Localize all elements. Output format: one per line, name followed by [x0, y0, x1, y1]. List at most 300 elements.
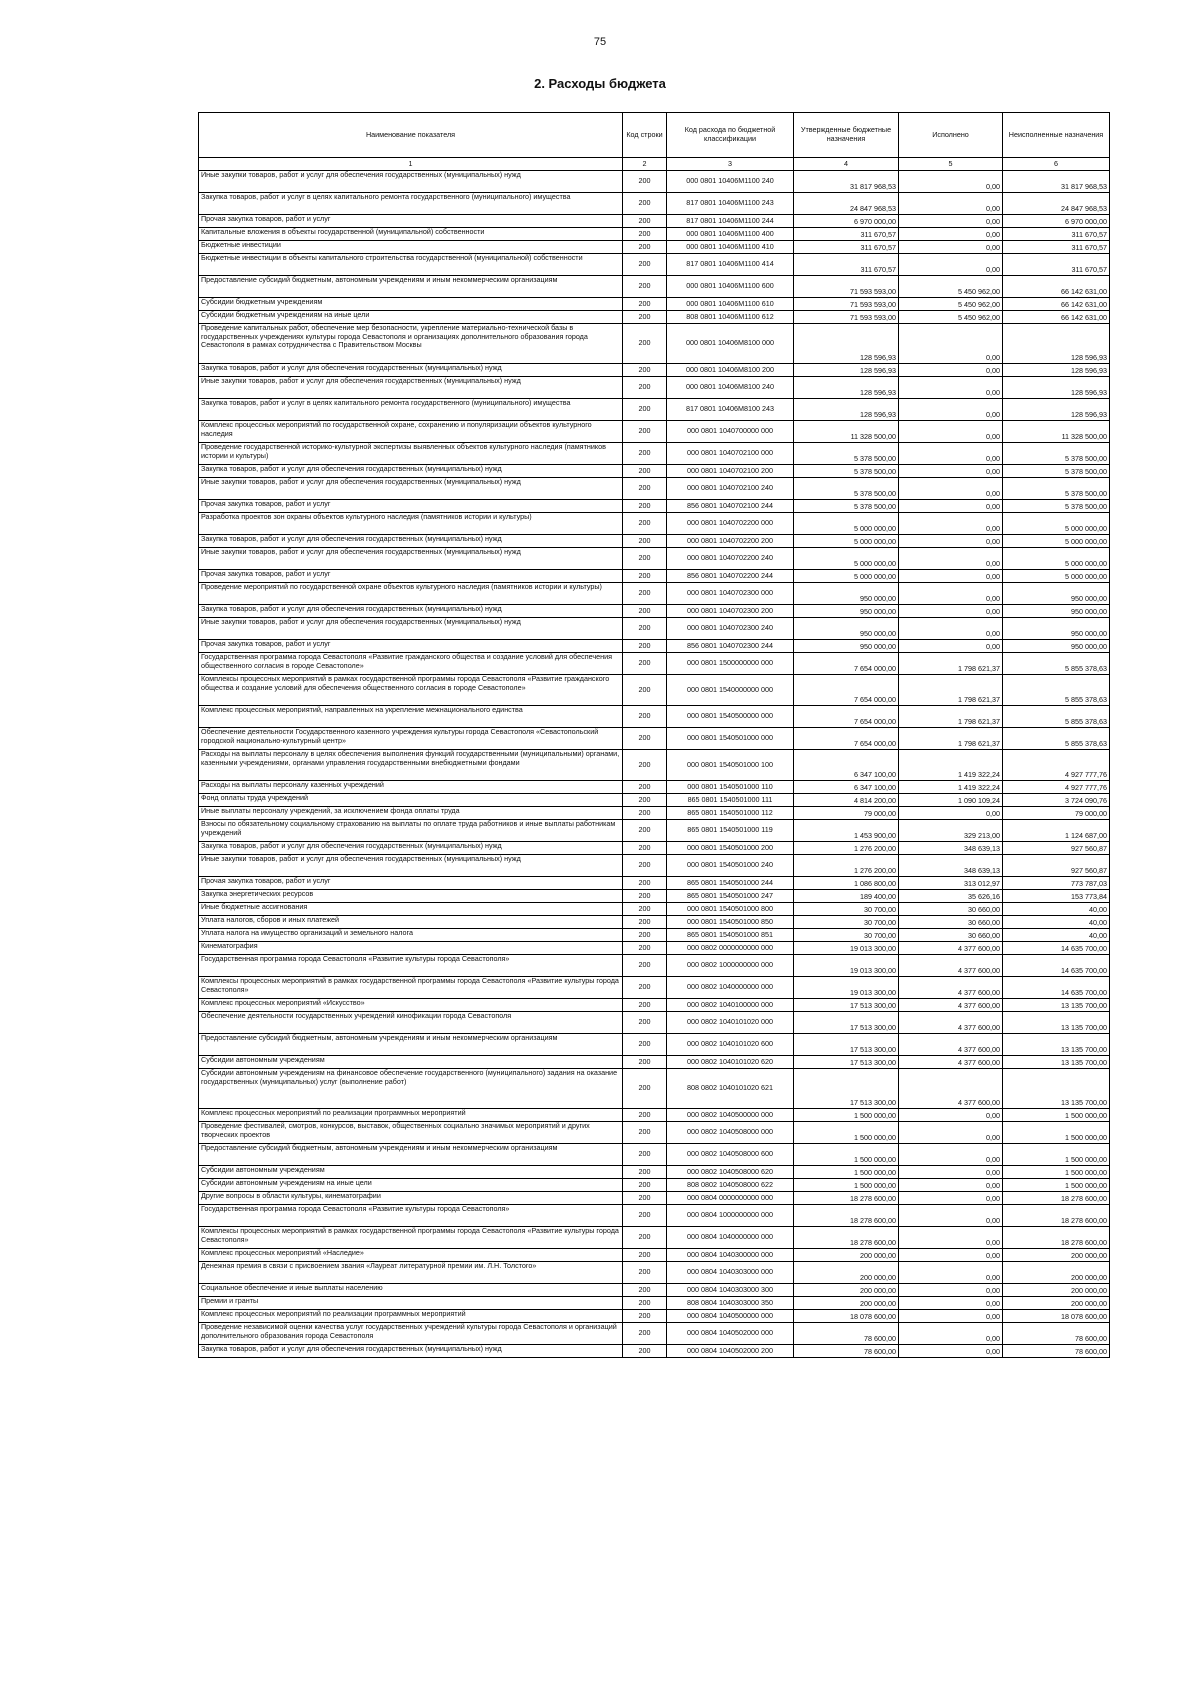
row-approved-cell: 17 513 300,00 — [794, 1069, 899, 1109]
row-unexecuted-cell: 128 596,93 — [1003, 364, 1110, 377]
row-approved-cell: 17 513 300,00 — [794, 1056, 899, 1069]
row-line-code-cell: 200 — [623, 254, 667, 276]
row-executed-cell: 0,00 — [899, 1227, 1003, 1249]
row-expense-code-cell: 000 0801 1540500000 000 — [667, 706, 794, 728]
row-executed-cell: 348 639,13 — [899, 855, 1003, 877]
row-line-code-cell: 200 — [623, 1284, 667, 1297]
table-row — [199, 1310, 1110, 1323]
row-name-cell: Закупка товаров, работ и услуг для обеспечения государственных (муниципальных) нужд — [199, 842, 623, 855]
row-line-code-cell: 200 — [623, 421, 667, 443]
row-expense-code-cell: 000 0802 1040000000 000 — [667, 977, 794, 999]
row-expense-code-cell: 000 0801 1040700000 000 — [667, 421, 794, 443]
row-name-cell: Предоставление субсидий бюджетным, автономным учреждениям и иным некоммерческим организациям — [199, 1034, 623, 1056]
row-approved-cell: 18 278 600,00 — [794, 1227, 899, 1249]
table-row — [199, 1297, 1110, 1310]
row-line-code-cell: 200 — [623, 794, 667, 807]
table-row — [199, 311, 1110, 324]
row-line-code-cell: 200 — [623, 605, 667, 618]
row-unexecuted-cell: 13 135 700,00 — [1003, 1034, 1110, 1056]
row-unexecuted-cell: 18 278 600,00 — [1003, 1192, 1110, 1205]
row-executed-cell: 4 377 600,00 — [899, 1034, 1003, 1056]
row-expense-code-cell: 000 0801 10406M1100 600 — [667, 276, 794, 298]
row-expense-code-cell: 000 0802 1040101020 000 — [667, 1012, 794, 1034]
row-unexecuted-cell: 66 142 631,00 — [1003, 298, 1110, 311]
row-unexecuted-cell: 78 600,00 — [1003, 1345, 1110, 1358]
row-expense-code-cell: 000 0802 0000000000 000 — [667, 942, 794, 955]
row-executed-cell: 0,00 — [899, 1192, 1003, 1205]
row-name-cell: Субсидии автономным учреждениям на финансовое обеспечение государственного (муниципального) задания на оказание государственных (муниципальных) услуг (выполнение работ) — [199, 1069, 623, 1109]
row-unexecuted-cell: 24 847 968,53 — [1003, 193, 1110, 215]
row-approved-cell: 200 000,00 — [794, 1262, 899, 1284]
table-row — [199, 1109, 1110, 1122]
row-name-cell: Уплата налога на имущество организаций и земельного налога — [199, 929, 623, 942]
row-expense-code-cell: 000 0802 1040508000 620 — [667, 1166, 794, 1179]
row-expense-code-cell: 000 0801 1040702300 200 — [667, 605, 794, 618]
row-name-cell: Закупка товаров, работ и услуг для обеспечения государственных (муниципальных) нужд — [199, 605, 623, 618]
row-line-code-cell: 200 — [623, 1249, 667, 1262]
row-name-cell: Капитальные вложения в объекты государственной (муниципальной) собственности — [199, 228, 623, 241]
row-executed-cell: 5 450 962,00 — [899, 276, 1003, 298]
row-executed-cell: 0,00 — [899, 399, 1003, 421]
table-row — [199, 513, 1110, 535]
row-expense-code-cell: 000 0804 1040502000 200 — [667, 1345, 794, 1358]
row-unexecuted-cell: 3 724 090,76 — [1003, 794, 1110, 807]
row-unexecuted-cell: 153 773,84 — [1003, 890, 1110, 903]
row-approved-cell: 5 000 000,00 — [794, 570, 899, 583]
table-row — [199, 377, 1110, 399]
row-unexecuted-cell: 40,00 — [1003, 929, 1110, 942]
row-expense-code-cell: 000 0801 10406M1100 610 — [667, 298, 794, 311]
row-expense-code-cell: 865 0801 1540501000 112 — [667, 807, 794, 820]
table-row — [199, 1323, 1110, 1345]
row-approved-cell: 5 378 500,00 — [794, 500, 899, 513]
row-name-cell: Премии и гранты — [199, 1297, 623, 1310]
row-name-cell: Государственная программа города Севастополя «Развитие гражданского общества и создание условий для обеспечения общественного согласия в городе Севастополе» — [199, 653, 623, 675]
row-executed-cell: 0,00 — [899, 1109, 1003, 1122]
row-line-code-cell: 200 — [623, 513, 667, 535]
row-line-code-cell: 200 — [623, 465, 667, 478]
row-line-code-cell: 200 — [623, 929, 667, 942]
table-row — [199, 942, 1110, 955]
row-name-cell: Государственная программа города Севастополя «Развитие культуры города Севастополя» — [199, 955, 623, 977]
table-row — [199, 605, 1110, 618]
table-row — [199, 916, 1110, 929]
row-name-cell: Комплекс процессных мероприятий «Искусство» — [199, 999, 623, 1012]
row-approved-cell: 189 400,00 — [794, 890, 899, 903]
row-approved-cell: 18 278 600,00 — [794, 1192, 899, 1205]
row-expense-code-cell: 000 0804 1000000000 000 — [667, 1205, 794, 1227]
row-approved-cell: 7 654 000,00 — [794, 728, 899, 750]
row-line-code-cell: 200 — [623, 364, 667, 377]
row-name-cell: Проведение мероприятий по государственной охране объектов культурного наследия (памятников истории и культуры) — [199, 583, 623, 605]
row-unexecuted-cell: 950 000,00 — [1003, 640, 1110, 653]
row-line-code-cell: 200 — [623, 916, 667, 929]
row-unexecuted-cell: 4 927 777,76 — [1003, 781, 1110, 794]
row-name-cell: Бюджетные инвестиции в объекты капитального строительства государственной (муниципальной) собственности — [199, 254, 623, 276]
row-line-code-cell: 200 — [623, 999, 667, 1012]
row-unexecuted-cell: 1 500 000,00 — [1003, 1144, 1110, 1166]
row-line-code-cell: 200 — [623, 903, 667, 916]
row-name-cell: Иные выплаты персоналу учреждений, за исключением фонда оплаты труда — [199, 807, 623, 820]
row-executed-cell: 0,00 — [899, 478, 1003, 500]
row-executed-cell: 0,00 — [899, 443, 1003, 465]
row-executed-cell: 348 639,13 — [899, 842, 1003, 855]
row-expense-code-cell: 808 0801 10406M1100 612 — [667, 311, 794, 324]
row-executed-cell: 0,00 — [899, 1297, 1003, 1310]
row-line-code-cell: 200 — [623, 955, 667, 977]
row-name-cell: Комплекс процессных мероприятий по реализации программных мероприятий — [199, 1310, 623, 1323]
row-executed-cell: 0,00 — [899, 215, 1003, 228]
row-approved-cell: 1 276 200,00 — [794, 855, 899, 877]
row-unexecuted-cell: 1 500 000,00 — [1003, 1166, 1110, 1179]
row-name-cell: Уплата налогов, сборов и иных платежей — [199, 916, 623, 929]
row-line-code-cell: 200 — [623, 324, 667, 364]
row-expense-code-cell: 856 0801 1040702100 244 — [667, 500, 794, 513]
row-unexecuted-cell: 66 142 631,00 — [1003, 276, 1110, 298]
table-row — [199, 254, 1110, 276]
table-row — [199, 1284, 1110, 1297]
row-line-code-cell: 200 — [623, 1034, 667, 1056]
row-executed-cell: 0,00 — [899, 364, 1003, 377]
row-approved-cell: 6 347 100,00 — [794, 750, 899, 781]
row-unexecuted-cell: 5 855 378,63 — [1003, 728, 1110, 750]
row-unexecuted-cell: 66 142 631,00 — [1003, 311, 1110, 324]
row-line-code-cell: 200 — [623, 1297, 667, 1310]
row-expense-code-cell: 865 0801 1540501000 851 — [667, 929, 794, 942]
row-approved-cell: 1 086 800,00 — [794, 877, 899, 890]
row-line-code-cell: 200 — [623, 570, 667, 583]
row-name-cell: Другие вопросы в области культуры, кинематографии — [199, 1192, 623, 1205]
row-expense-code-cell: 817 0801 10406M1100 243 — [667, 193, 794, 215]
row-expense-code-cell: 000 0801 10406M8100 240 — [667, 377, 794, 399]
row-expense-code-cell: 808 0802 1040508000 622 — [667, 1179, 794, 1192]
row-name-cell: Комплекс процессных мероприятий, направленных на укрепление межнационального единства — [199, 706, 623, 728]
row-expense-code-cell: 000 0801 10406M1100 240 — [667, 171, 794, 193]
row-expense-code-cell: 000 0802 1040508000 600 — [667, 1144, 794, 1166]
row-line-code-cell: 200 — [623, 583, 667, 605]
table-row — [199, 794, 1110, 807]
table-row — [199, 1179, 1110, 1192]
row-executed-cell: 0,00 — [899, 241, 1003, 254]
row-unexecuted-cell: 5 000 000,00 — [1003, 548, 1110, 570]
row-approved-cell: 5 000 000,00 — [794, 548, 899, 570]
budget-expenditures-table — [198, 112, 1110, 1358]
row-approved-cell: 18 078 600,00 — [794, 1310, 899, 1323]
row-expense-code-cell: 865 0801 1540501000 247 — [667, 890, 794, 903]
table-row — [199, 1056, 1110, 1069]
table-row — [199, 570, 1110, 583]
row-line-code-cell: 200 — [623, 618, 667, 640]
row-line-code-cell: 200 — [623, 1012, 667, 1034]
row-executed-cell: 4 377 600,00 — [899, 942, 1003, 955]
row-expense-code-cell: 000 0801 1040702200 200 — [667, 535, 794, 548]
row-name-cell: Бюджетные инвестиции — [199, 241, 623, 254]
row-expense-code-cell: 000 0801 1540501000 000 — [667, 728, 794, 750]
table-row — [199, 675, 1110, 706]
row-expense-code-cell: 856 0801 1040702200 244 — [667, 570, 794, 583]
table-row — [199, 324, 1110, 364]
table-row — [199, 855, 1110, 877]
row-unexecuted-cell: 200 000,00 — [1003, 1262, 1110, 1284]
table-row — [199, 583, 1110, 605]
row-line-code-cell: 200 — [623, 377, 667, 399]
row-approved-cell: 71 593 593,00 — [794, 276, 899, 298]
row-name-cell: Комплекс процессных мероприятий «Наследие» — [199, 1249, 623, 1262]
table-row — [199, 999, 1110, 1012]
row-line-code-cell: 200 — [623, 706, 667, 728]
table-row — [199, 1192, 1110, 1205]
row-expense-code-cell: 000 0801 1040702300 000 — [667, 583, 794, 605]
row-approved-cell: 1 453 900,00 — [794, 820, 899, 842]
row-line-code-cell: 200 — [623, 1109, 667, 1122]
row-line-code-cell: 200 — [623, 1323, 667, 1345]
row-name-cell: Прочая закупка товаров, работ и услуг — [199, 500, 623, 513]
row-name-cell: Субсидии автономным учреждениям — [199, 1056, 623, 1069]
table-row — [199, 1227, 1110, 1249]
table-row — [199, 955, 1110, 977]
column-number: 6 — [1003, 158, 1110, 171]
header-name: Наименование показателя — [199, 113, 623, 158]
row-executed-cell: 0,00 — [899, 548, 1003, 570]
row-line-code-cell: 200 — [623, 241, 667, 254]
row-unexecuted-cell: 5 378 500,00 — [1003, 443, 1110, 465]
table-row — [199, 1249, 1110, 1262]
row-unexecuted-cell: 5 000 000,00 — [1003, 535, 1110, 548]
row-unexecuted-cell: 1 500 000,00 — [1003, 1122, 1110, 1144]
row-unexecuted-cell: 14 635 700,00 — [1003, 942, 1110, 955]
row-line-code-cell: 200 — [623, 399, 667, 421]
row-approved-cell: 1 500 000,00 — [794, 1166, 899, 1179]
row-approved-cell: 128 596,93 — [794, 364, 899, 377]
row-name-cell: Субсидии бюджетным учреждениям — [199, 298, 623, 311]
row-expense-code-cell: 817 0801 10406M8100 243 — [667, 399, 794, 421]
row-executed-cell: 0,00 — [899, 583, 1003, 605]
row-executed-cell: 30 660,00 — [899, 916, 1003, 929]
table-row — [199, 1012, 1110, 1034]
row-expense-code-cell: 000 0801 1040702300 240 — [667, 618, 794, 640]
row-approved-cell: 79 000,00 — [794, 807, 899, 820]
table-row — [199, 276, 1110, 298]
row-approved-cell: 78 600,00 — [794, 1323, 899, 1345]
column-number: 3 — [667, 158, 794, 171]
row-unexecuted-cell: 1 500 000,00 — [1003, 1179, 1110, 1192]
row-line-code-cell: 200 — [623, 193, 667, 215]
row-expense-code-cell: 000 0801 10406M1100 410 — [667, 241, 794, 254]
table-row — [199, 929, 1110, 942]
column-number: 4 — [794, 158, 899, 171]
row-expense-code-cell: 000 0804 0000000000 000 — [667, 1192, 794, 1205]
row-approved-cell: 18 278 600,00 — [794, 1205, 899, 1227]
table-row — [199, 890, 1110, 903]
row-line-code-cell: 200 — [623, 298, 667, 311]
row-executed-cell: 0,00 — [899, 640, 1003, 653]
row-name-cell: Обеспечение деятельности Государственного казенного учреждения культуры города Севастополя «Севастопольский городской национально-культурный центр» — [199, 728, 623, 750]
row-line-code-cell: 200 — [623, 228, 667, 241]
row-executed-cell: 4 377 600,00 — [899, 977, 1003, 999]
row-executed-cell: 313 012,97 — [899, 877, 1003, 890]
row-name-cell: Фонд оплаты труда учреждений — [199, 794, 623, 807]
row-line-code-cell: 200 — [623, 675, 667, 706]
row-line-code-cell: 200 — [623, 653, 667, 675]
row-line-code-cell: 200 — [623, 807, 667, 820]
row-line-code-cell: 200 — [623, 1122, 667, 1144]
row-executed-cell: 0,00 — [899, 1144, 1003, 1166]
row-unexecuted-cell: 5 855 378,63 — [1003, 675, 1110, 706]
row-name-cell: Проведение государственной историко-культурной экспертизы выявленных объектов культурного наследия (памятников истории и культуры) — [199, 443, 623, 465]
row-name-cell: Расходы на выплаты персоналу казенных учреждений — [199, 781, 623, 794]
row-unexecuted-cell: 950 000,00 — [1003, 618, 1110, 640]
row-unexecuted-cell: 927 560,87 — [1003, 842, 1110, 855]
table-row — [199, 1345, 1110, 1358]
row-approved-cell: 7 654 000,00 — [794, 653, 899, 675]
row-name-cell: Предоставление субсидий бюджетным, автономным учреждениям и иным некоммерческим организациям — [199, 276, 623, 298]
row-expense-code-cell: 000 0801 1540501000 240 — [667, 855, 794, 877]
row-name-cell: Закупка товаров, работ и услуг для обеспечения государственных (муниципальных) нужд — [199, 1345, 623, 1358]
row-approved-cell: 5 378 500,00 — [794, 465, 899, 478]
row-executed-cell: 4 377 600,00 — [899, 1069, 1003, 1109]
row-executed-cell: 0,00 — [899, 1122, 1003, 1144]
row-approved-cell: 5 000 000,00 — [794, 535, 899, 548]
row-name-cell: Государственная программа города Севастополя «Развитие культуры города Севастополя» — [199, 1205, 623, 1227]
table-row — [199, 1166, 1110, 1179]
row-executed-cell: 329 213,00 — [899, 820, 1003, 842]
row-line-code-cell: 200 — [623, 1345, 667, 1358]
row-name-cell: Иные закупки товаров, работ и услуг для обеспечения государственных (муниципальных) нужд — [199, 377, 623, 399]
row-expense-code-cell: 000 0804 1040500000 000 — [667, 1310, 794, 1323]
row-executed-cell: 0,00 — [899, 171, 1003, 193]
row-approved-cell: 1 500 000,00 — [794, 1122, 899, 1144]
row-expense-code-cell: 000 0801 1040702100 240 — [667, 478, 794, 500]
header-approved: Утвержденные бюджетные назначения — [794, 113, 899, 158]
row-approved-cell: 1 500 000,00 — [794, 1144, 899, 1166]
row-expense-code-cell: 000 0802 1040101020 600 — [667, 1034, 794, 1056]
row-expense-code-cell: 856 0801 1040702300 244 — [667, 640, 794, 653]
row-approved-cell: 71 593 593,00 — [794, 311, 899, 324]
row-expense-code-cell: 000 0801 1040702100 200 — [667, 465, 794, 478]
table-row — [199, 443, 1110, 465]
row-approved-cell: 30 700,00 — [794, 916, 899, 929]
row-expense-code-cell: 000 0801 1540000000 000 — [667, 675, 794, 706]
row-unexecuted-cell: 14 635 700,00 — [1003, 977, 1110, 999]
row-unexecuted-cell: 311 670,57 — [1003, 228, 1110, 241]
row-name-cell: Закупка энергетических ресурсов — [199, 890, 623, 903]
row-approved-cell: 7 654 000,00 — [794, 706, 899, 728]
row-expense-code-cell: 000 0801 1040702200 000 — [667, 513, 794, 535]
row-line-code-cell: 200 — [623, 750, 667, 781]
row-approved-cell: 1 276 200,00 — [794, 842, 899, 855]
row-executed-cell: 1 090 109,24 — [899, 794, 1003, 807]
row-executed-cell: 0,00 — [899, 570, 1003, 583]
row-approved-cell: 17 513 300,00 — [794, 999, 899, 1012]
row-approved-cell: 19 013 300,00 — [794, 977, 899, 999]
table-row — [199, 548, 1110, 570]
row-approved-cell: 311 670,57 — [794, 254, 899, 276]
row-unexecuted-cell: 13 135 700,00 — [1003, 1012, 1110, 1034]
row-line-code-cell: 200 — [623, 1144, 667, 1166]
row-name-cell: Субсидии автономным учреждениям — [199, 1166, 623, 1179]
row-executed-cell: 0,00 — [899, 421, 1003, 443]
row-unexecuted-cell: 927 560,87 — [1003, 855, 1110, 877]
row-executed-cell: 4 377 600,00 — [899, 1056, 1003, 1069]
row-executed-cell: 1 419 322,24 — [899, 750, 1003, 781]
row-unexecuted-cell: 1 500 000,00 — [1003, 1109, 1110, 1122]
table-row — [199, 535, 1110, 548]
row-unexecuted-cell: 311 670,57 — [1003, 254, 1110, 276]
row-name-cell: Проведение фестивалей, смотров, конкурсов, выставок, общественных социально значимых мероприятий и других творческих проектов — [199, 1122, 623, 1144]
table-row — [199, 820, 1110, 842]
row-unexecuted-cell: 128 596,93 — [1003, 377, 1110, 399]
table-row — [199, 399, 1110, 421]
row-line-code-cell: 200 — [623, 276, 667, 298]
row-line-code-cell: 200 — [623, 1227, 667, 1249]
row-unexecuted-cell: 18 078 600,00 — [1003, 1310, 1110, 1323]
table-row — [199, 706, 1110, 728]
row-executed-cell: 0,00 — [899, 465, 1003, 478]
row-expense-code-cell: 817 0801 10406M1100 414 — [667, 254, 794, 276]
row-expense-code-cell: 817 0801 10406M1100 244 — [667, 215, 794, 228]
row-executed-cell: 0,00 — [899, 1249, 1003, 1262]
row-approved-cell: 11 328 500,00 — [794, 421, 899, 443]
row-approved-cell: 17 513 300,00 — [794, 1034, 899, 1056]
row-line-code-cell: 200 — [623, 728, 667, 750]
row-name-cell: Расходы на выплаты персоналу в целях обеспечения выполнения функций государственными (муниципальными) органами, казенными учреждениями, органами управления государственными внебюджетными фондами — [199, 750, 623, 781]
row-executed-cell: 4 377 600,00 — [899, 955, 1003, 977]
row-name-cell: Закупка товаров, работ и услуг в целях капитального ремонта государственного (муниципального) имущества — [199, 399, 623, 421]
row-expense-code-cell: 000 0802 1040508000 000 — [667, 1122, 794, 1144]
row-name-cell: Кинематография — [199, 942, 623, 955]
row-unexecuted-cell: 31 817 968,53 — [1003, 171, 1110, 193]
row-line-code-cell: 200 — [623, 855, 667, 877]
table-row — [199, 171, 1110, 193]
header-unexecuted: Неисполненные назначения — [1003, 113, 1110, 158]
row-unexecuted-cell: 128 596,93 — [1003, 399, 1110, 421]
section-title: 2. Расходы бюджета — [534, 76, 666, 91]
row-name-cell: Закупка товаров, работ и услуг для обеспечения государственных (муниципальных) нужд — [199, 535, 623, 548]
row-approved-cell: 311 670,57 — [794, 241, 899, 254]
table-row — [199, 364, 1110, 377]
row-executed-cell: 0,00 — [899, 1205, 1003, 1227]
row-name-cell: Комплексы процессных мероприятий в рамках государственной программы города Севастополя «Развитие культуры города Севастополя» — [199, 977, 623, 999]
row-line-code-cell: 200 — [623, 640, 667, 653]
row-name-cell: Закупка товаров, работ и услуг для обеспечения государственных (муниципальных) нужд — [199, 364, 623, 377]
row-name-cell: Предоставление субсидий бюджетным, автономным учреждениям и иным некоммерческим организациям — [199, 1144, 623, 1166]
row-expense-code-cell: 000 0801 1540501000 200 — [667, 842, 794, 855]
table-body — [199, 171, 1110, 1358]
table-row — [199, 618, 1110, 640]
table-row — [199, 500, 1110, 513]
row-executed-cell: 0,00 — [899, 1284, 1003, 1297]
row-approved-cell: 31 817 968,53 — [794, 171, 899, 193]
row-line-code-cell: 200 — [623, 1262, 667, 1284]
row-executed-cell: 1 798 621,37 — [899, 653, 1003, 675]
row-expense-code-cell: 808 0804 1040303000 350 — [667, 1297, 794, 1310]
row-line-code-cell: 200 — [623, 1205, 667, 1227]
row-name-cell: Иные закупки товаров, работ и услуг для обеспечения государственных (муниципальных) нужд — [199, 548, 623, 570]
row-unexecuted-cell: 773 787,03 — [1003, 877, 1110, 890]
row-name-cell: Иные закупки товаров, работ и услуг для обеспечения государственных (муниципальных) нужд — [199, 618, 623, 640]
row-unexecuted-cell: 950 000,00 — [1003, 583, 1110, 605]
row-approved-cell: 30 700,00 — [794, 929, 899, 942]
row-executed-cell: 1 798 621,37 — [899, 706, 1003, 728]
row-executed-cell: 0,00 — [899, 1345, 1003, 1358]
row-line-code-cell: 200 — [623, 1310, 667, 1323]
row-approved-cell: 311 670,57 — [794, 228, 899, 241]
row-expense-code-cell: 000 0801 1040702100 000 — [667, 443, 794, 465]
row-line-code-cell: 200 — [623, 1069, 667, 1109]
row-expense-code-cell: 000 0804 1040303000 000 — [667, 1262, 794, 1284]
row-unexecuted-cell: 14 635 700,00 — [1003, 955, 1110, 977]
row-line-code-cell: 200 — [623, 977, 667, 999]
